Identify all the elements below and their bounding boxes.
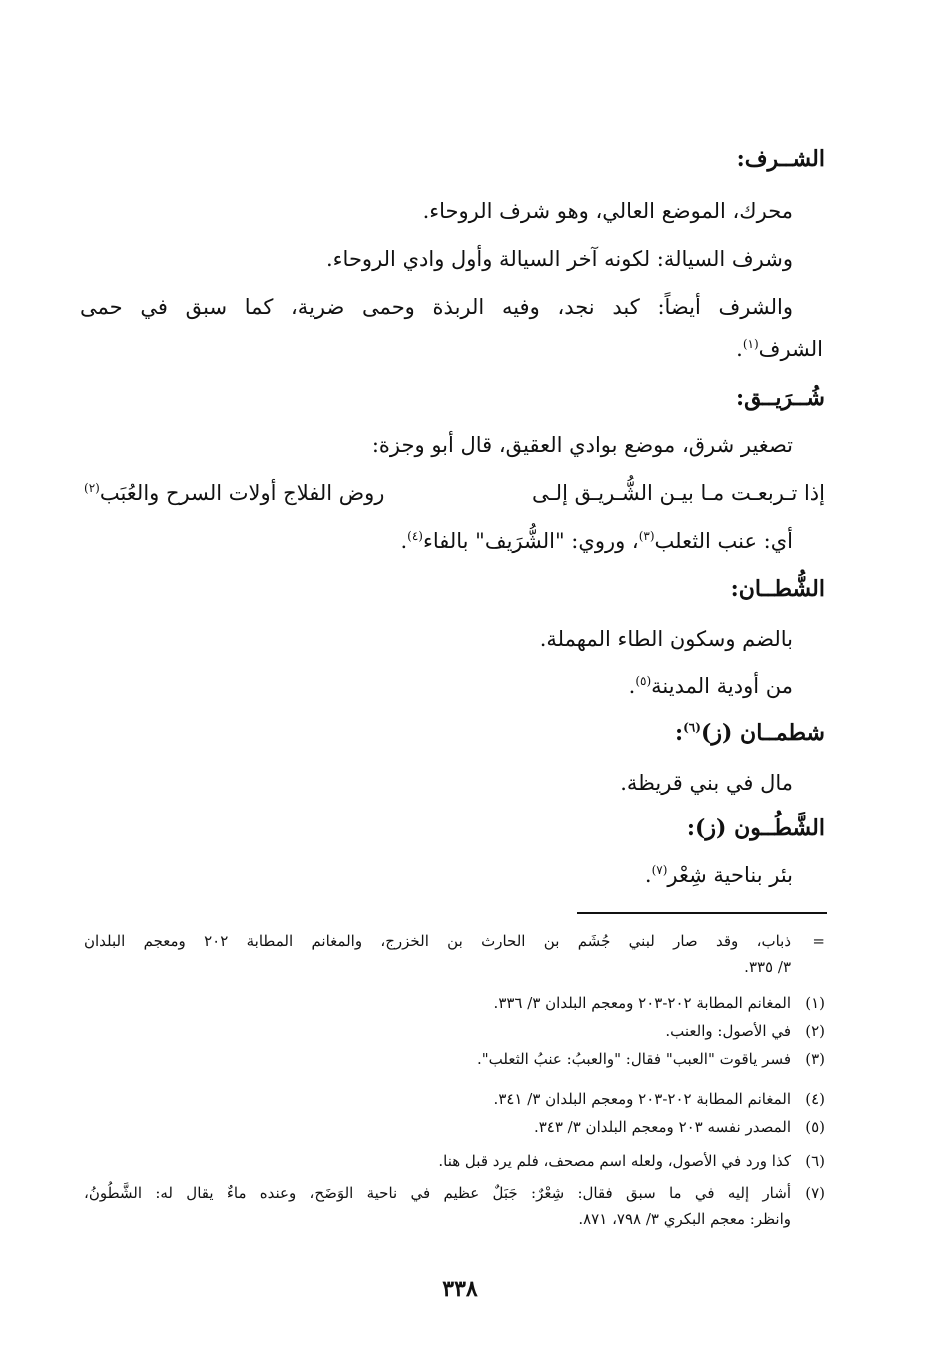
entry-heading-shurayq: شُــرَيــق: [736,385,825,411]
footnote-2 [84,1020,825,1042]
entry-text-line: وشرف السيالة: لكونه آخر السيالة وأول وادي الروحاء. [326,247,793,271]
period: . [628,674,636,698]
footnote-text: فسر ياقوت "العبب" فقال: "والعببُ: عنبُ الثعلب". [476,1050,791,1068]
entry-heading-alshutan: الشُّطــان: [730,576,825,602]
entry-text-line [629,671,793,701]
footnote-number: (٣) [805,1050,825,1068]
footnote-text: ٣/ ٣٣٥. [744,958,791,976]
entry-text: الشرف [758,337,823,361]
footnote-number: (٤) [805,1090,825,1108]
footnote-6 [84,1150,825,1172]
entry-text: ، وروي: "الشُّرَيف" بالفاء [422,529,639,553]
period: . [644,863,652,887]
footnote-number: (٧) [805,1184,825,1202]
footnote-ref-5[interactable]: (٥) [635,674,652,688]
period: . [400,529,408,553]
footnote-7-line2 [84,1208,825,1230]
footnote-text: ذباب، وقد صار لبني جُشَم بن الحارث بن الخزرج، والمغانم المطابة ٢٠٢ ومعجم البلدان [84,932,791,950]
footnote-3 [84,1048,825,1070]
entry-text: بئر بناحية شِعْر [667,863,793,887]
footnote-text: المغانم المطابة ٢٠٢-٢٠٣ ومعجم البلدان ٣/ ٣٣٦. [493,994,791,1012]
entry-text-line: محرك، الموضع العالي، وهو شرف الروحاء. [422,199,793,223]
footnote-continuation-line2 [84,956,825,978]
page-number: ٣٣٨ [442,1276,478,1302]
footnote-text: أشار إليه في ما سبق فقال: شِعْرٌ: جَبَلٌ عظيم في ناحية الوَضَح، وعنده ماءٌ يقال له: الشَّطُونُ، [84,1184,791,1202]
footnote-text: في الأصول: والعنب. [665,1022,791,1040]
entry-heading-shatman [675,718,825,748]
entry-text-line [736,334,823,364]
footnote-ref-6[interactable]: (٦) [683,720,701,735]
footnote-4 [84,1088,825,1110]
footnote-ref-4[interactable]: (٤) [407,529,423,543]
entry-text-line: تصغير شرق، موضع بوادي العقيق، قال أبو وجزة: [371,433,793,457]
entry-text-line: والشرف أيضاً: كبد نجد، وفيه الربذة وحمى ضرية، كما سبق في حمى [80,295,793,319]
footnote-5 [84,1116,825,1138]
footnote-ref-3[interactable]: (٣) [638,529,655,543]
poetry-verse [84,476,825,510]
entry-text-line: بالضم وسكون الطاء المهملة. [539,627,793,651]
footnote-1 [84,992,825,1014]
footnote-ref-7[interactable]: (٧) [651,863,668,877]
footnote-text: المغانم المطابة ٢٠٢-٢٠٣ ومعجم البلدان ٣/ ٣٤١. [493,1090,791,1108]
footnote-ref-2[interactable]: (٢) [84,481,100,495]
entry-text: أي: عنب الثعلب [654,529,793,553]
entry-heading-alsharaf: الشــرف: [736,146,825,172]
footnote-number: (٥) [805,1118,825,1136]
footnote-number: (٦) [805,1152,825,1170]
entry-text-line [645,860,793,890]
footnote-continuation [84,930,825,952]
verse-second-hemistich [84,476,384,510]
verse-text: روض الفلاج أولات السرح والعُبَب [99,481,385,505]
entry-text: من أودية المدينة [651,674,793,698]
colon: : [674,720,684,746]
footnote-separator [577,912,827,914]
footnote-text: كذا ورد في الأصول، ولعله اسم مصحف، فلم يرد قبل هنا. [438,1152,791,1170]
footnote-number: (٢) [805,1022,825,1040]
continuation-marker: = [812,932,825,950]
entry-text-line [400,526,793,556]
verse-first-hemistich: إذا تـربعـت مـا بيـن الشُّـريـق إلـى [532,481,825,505]
period: . [736,337,743,361]
entry-text-line: مال في بني قريظة. [620,771,793,795]
footnote-text: المصدر نفسه ٢٠٣ ومعجم البلدان ٣/ ٣٤٣. [533,1118,791,1136]
heading-text: شطمــان (ز) [700,720,825,746]
footnote-number: (١) [805,994,825,1012]
footnote-7 [84,1182,825,1204]
entry-heading-alshatun: الشَّطُــون (ز): [686,815,825,841]
footnote-ref-1[interactable]: (١) [742,337,759,351]
footnote-text: وانظر: معجم البكري ٣/ ٧٩٨، ٨٧١. [578,1210,791,1228]
